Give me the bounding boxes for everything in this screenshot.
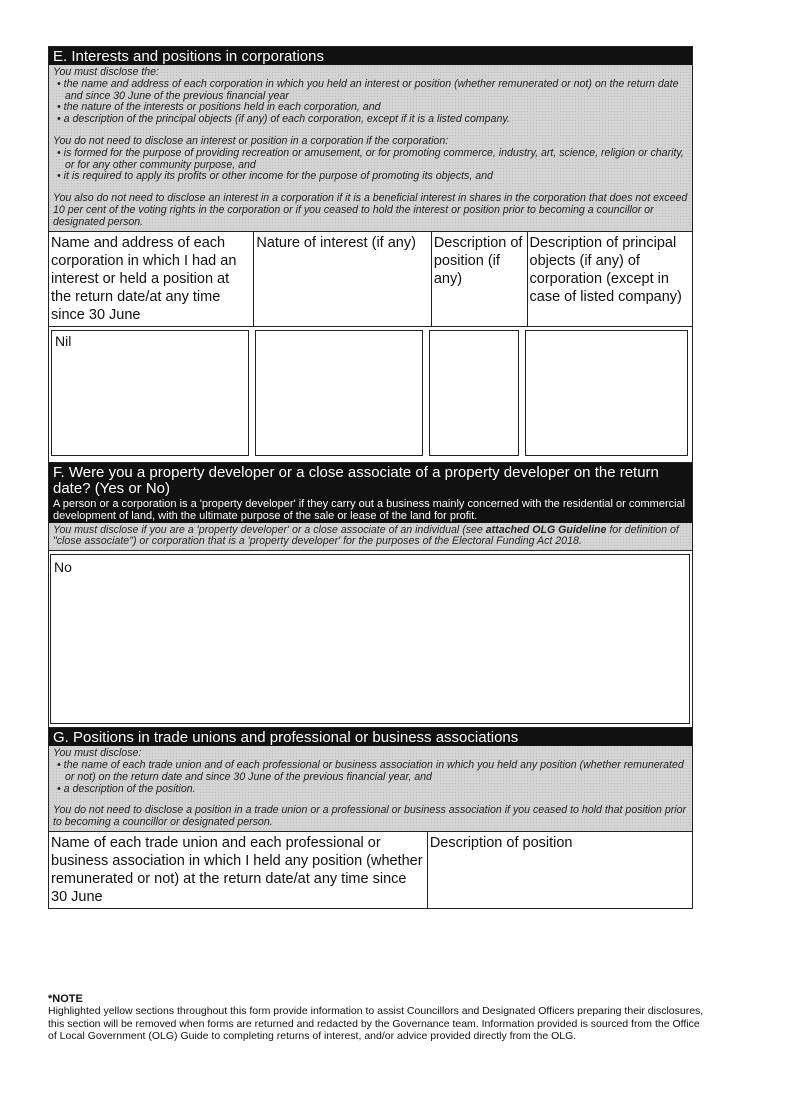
section-f-info: You must disclose if you are a 'property developer' or a close associate of an individual (see attached OLG Guideline for definition of "close associate") or corporation that is a 'property developer' for the purposes of the Electoral Funding Act 2018. bbox=[49, 523, 692, 552]
property-developer-answer-field[interactable]: No bbox=[50, 554, 690, 724]
section-e-table-header bbox=[49, 232, 692, 327]
section-e-info-bullet: • a description of the principal objects (if any) of each corporation, except if it is a listed company. bbox=[57, 113, 510, 126]
section-e-info-not-bullet: • is formed for the purpose of providing recreation or amusement, or for promoting commerce, industry, art, science, religion or charity, or for any other community purpose, and bbox=[57, 146, 684, 171]
column-header-corporation: Name and address of each corporation in which I had an interest or held a position at the return date/at any time since 30 June bbox=[49, 232, 254, 326]
section-e-info-bullet: • the nature of the interests or positions held in each corporation, and bbox=[57, 101, 381, 114]
column-header-nature: Nature of interest (if any) bbox=[254, 232, 431, 326]
column-header-description-position[interactable]: Description of position bbox=[429, 834, 573, 851]
section-g-info-intro: You must disclose: bbox=[53, 747, 142, 760]
section-e-header: E. Interests and positions in corporations bbox=[49, 47, 692, 65]
section-f-subtitle: A person or a corporation is a 'property developer' if they carry out a business mainly concerned with the residential or commercial development of land, with the ultimate purpose of the sale or lease of the land for profit. bbox=[53, 497, 686, 522]
section-e-info-not-intro: You do not need to disclose an interest or position in a corporation if the corporation: bbox=[53, 134, 449, 147]
section-e-info-not-bullet: • it is required to apply its profits or other income for the purpose of promoting its objects, and bbox=[57, 170, 493, 183]
section-g-table-header bbox=[49, 832, 692, 908]
column-header-trade-union: Name of each trade union and each professional or business association in which I held any position (whether remunerated or not) at the return date/at any time since 30 June bbox=[49, 832, 428, 908]
note-title: *NOTE bbox=[48, 993, 83, 1005]
section-e-info-bullet: • the name and address of each corporation in which you held an interest or position (whether remunerated or not) on the return date and since 30 June of the previous financial year bbox=[57, 77, 679, 102]
section-g-info-not: You do not need to disclose a position in a trade union or a professional or business association if you ceased to hold that position prior to becoming a councillor or designated person. bbox=[53, 804, 687, 829]
column-header-position: Description of position (if any) bbox=[432, 232, 528, 326]
olg-guideline-link: attached OLG Guideline bbox=[485, 523, 607, 536]
section-g-info-bullet: • a description of the position. bbox=[57, 782, 196, 795]
section-g-header: G. Positions in trade unions and professional or business associations bbox=[49, 728, 692, 746]
disclosure-form bbox=[48, 46, 693, 909]
section-g-info bbox=[49, 746, 692, 832]
answer-nature-field[interactable] bbox=[255, 330, 423, 456]
section-g-info-bullet: • the name of each trade union and of each professional or business association in which you held any position (whether remunerated or not) on the return date and since 30 June of the previous financial year, and bbox=[57, 758, 684, 783]
answer-corporation-field[interactable]: Nil bbox=[51, 330, 249, 456]
answer-position-field[interactable] bbox=[429, 330, 518, 456]
section-e-answers bbox=[49, 327, 692, 463]
answer-objects-field[interactable] bbox=[525, 330, 688, 456]
section-e-info-intro: You must disclose the: bbox=[53, 66, 159, 78]
section-e-info-also: You also do not need to disclose an interest in a corporation if it is a beneficial interest in shares in the corporation that does not exceed 10 per cent of the voting rights in the corporation or if you ceased to hold the interest or position prior to becoming a councillor or designated person. bbox=[53, 192, 688, 228]
section-f-header bbox=[49, 463, 692, 523]
column-header-objects: Description of principal objects (if any) of corporation (except in case of listed company) bbox=[529, 234, 682, 305]
section-e-info bbox=[49, 65, 692, 232]
section-f-title: F. Were you a property developer or a close associate of a property developer on the return date? (Yes or No) bbox=[53, 463, 659, 497]
footer-note bbox=[48, 993, 708, 1043]
note-text: Highlighted yellow sections throughout this form provide information to assist Councillors and Designated Officers preparing their disclosures, this section will be removed when forms are returned and redacted by the Governance team. Information provided is sourced from the Office of Local Government (OLG) Guide to completing returns of interest, and/or advice provided directly from the OLG. bbox=[48, 1005, 704, 1043]
